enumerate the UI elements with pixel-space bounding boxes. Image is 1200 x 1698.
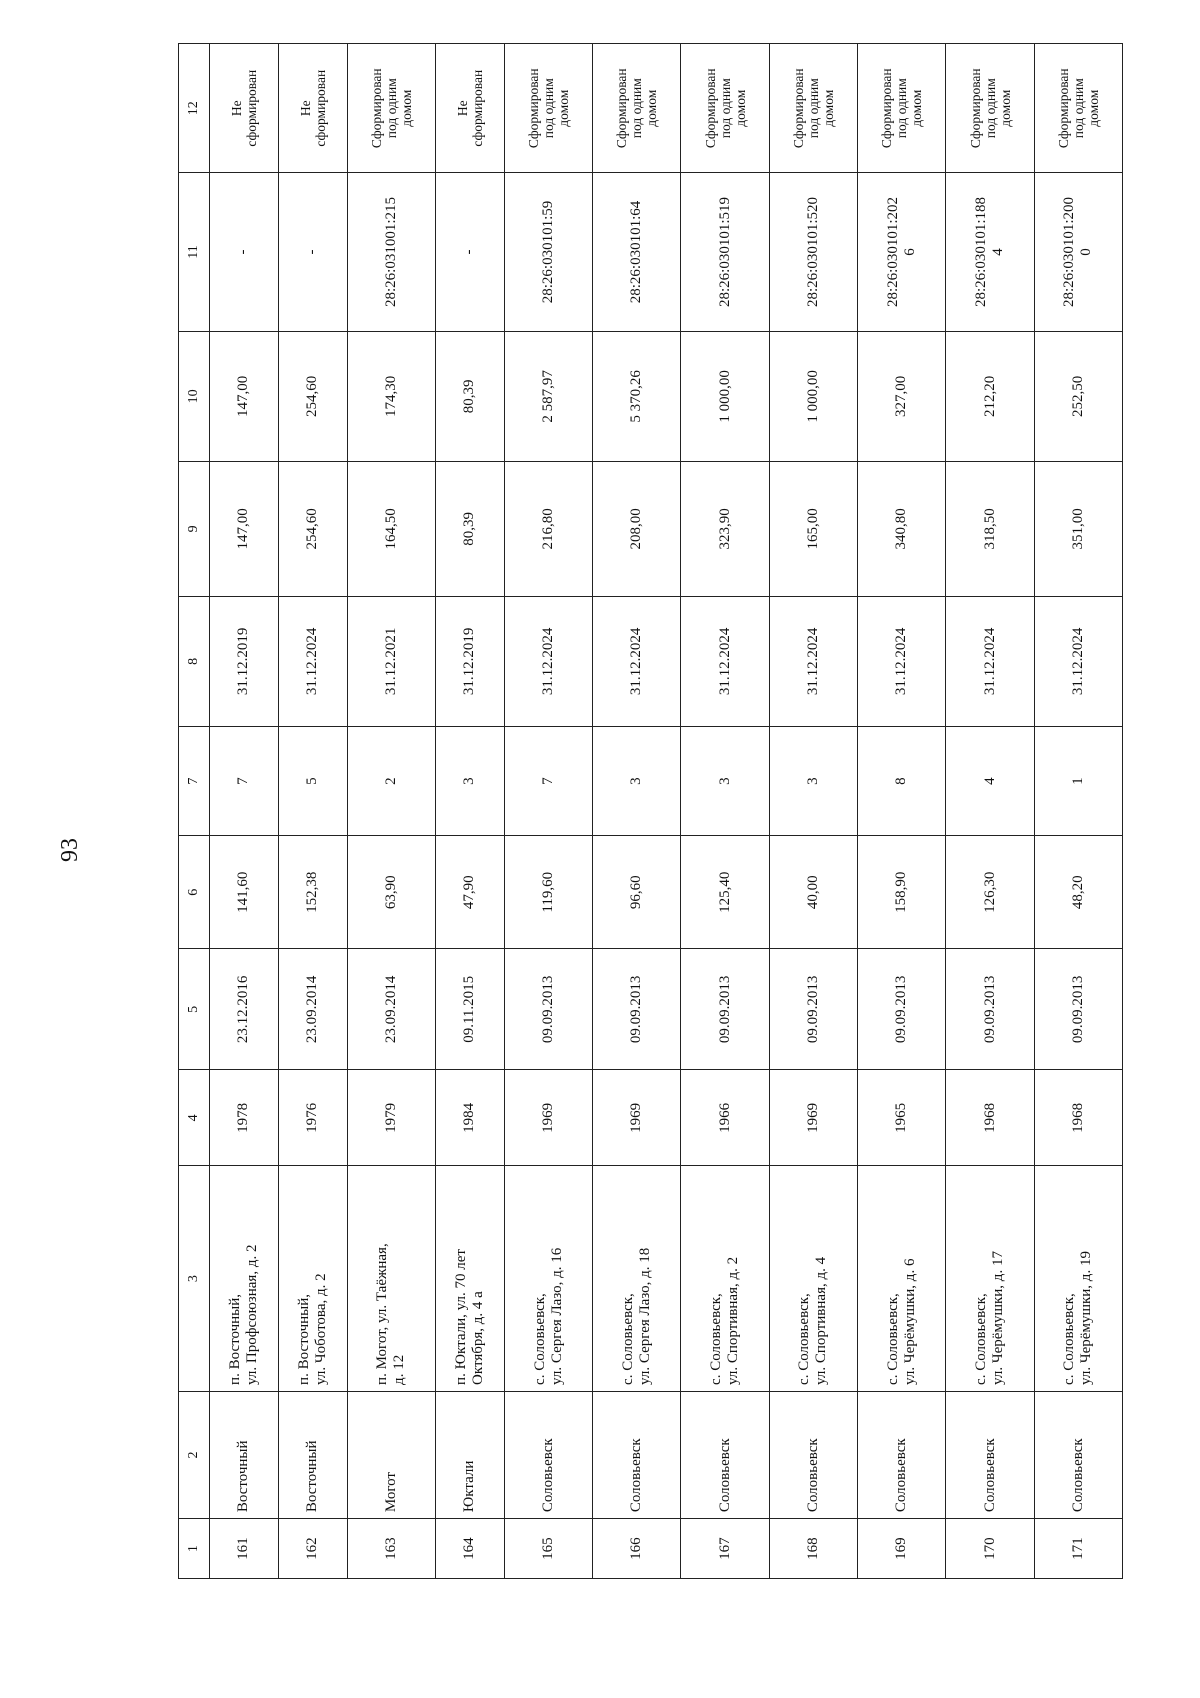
column-header: 4 [179,1070,210,1166]
cadastral-number-cell: 28:26:031001:215 [347,173,435,331]
build-year-cell: 1969 [504,1070,592,1166]
build-year-cell: 1969 [593,1070,681,1166]
date-cell: 23.09.2014 [278,949,347,1070]
row-number-cell: 170 [946,1519,1034,1579]
table-row [769,44,857,1579]
area-col9-cell: 164,50 [347,462,435,597]
residents-cell: 3 [436,727,505,836]
column-header: 9 [179,462,210,597]
residents-cell: 3 [769,727,857,836]
land-status-cell: Не сформирован [278,44,347,173]
area-col10-cell: 1 000,00 [769,331,857,461]
land-status-cell: Сформирован под одним домом [681,44,769,173]
area-col10-cell: 254,60 [278,331,347,461]
area-col10-cell: 212,20 [946,331,1034,461]
address-cell: п. Могот, ул. Таёжная, д. 12 [347,1166,435,1392]
table-row [278,44,347,1579]
area-col9-cell: 340,80 [858,462,946,597]
deadline-cell: 31.12.2024 [946,596,1034,726]
area-cell: 126,30 [946,836,1034,949]
area-cell: 47,90 [436,836,505,949]
row-number-cell: 161 [210,1519,279,1579]
deadline-cell: 31.12.2021 [347,596,435,726]
build-year-cell: 1978 [210,1070,279,1166]
locality-cell: Соловьевск [681,1391,769,1518]
cadastral-number-cell: 28:26:030101:520 [769,173,857,331]
column-header: 12 [179,44,210,173]
locality-cell: Соловьевск [504,1391,592,1518]
residents-cell: 5 [278,727,347,836]
row-number-cell: 167 [681,1519,769,1579]
locality-cell: Восточный [278,1391,347,1518]
area-col10-cell: 327,00 [858,331,946,461]
locality-cell: Могот [347,1391,435,1518]
row-number-cell: 171 [1034,1519,1122,1579]
area-col9-cell: 165,00 [769,462,857,597]
build-year-cell: 1965 [858,1070,946,1166]
residents-cell: 3 [593,727,681,836]
locality-cell: Соловьевск [946,1391,1034,1518]
cadastral-number-cell: - [278,173,347,331]
area-col9-cell: 351,00 [1034,462,1122,597]
column-header: 3 [179,1166,210,1392]
locality-cell: Восточный [210,1391,279,1518]
cadastral-number-cell: 28:26:030101:188 4 [946,173,1034,331]
table-row [681,44,769,1579]
residents-cell: 2 [347,727,435,836]
area-col10-cell: 252,50 [1034,331,1122,461]
table-row [347,44,435,1579]
area-cell: 141,60 [210,836,279,949]
date-cell: 23.12.2016 [210,949,279,1070]
table-row [593,44,681,1579]
column-header: 2 [179,1391,210,1518]
address-cell: п. Юктали, ул. 70 лет Октября, д. 4 а [436,1166,505,1392]
deadline-cell: 31.12.2024 [681,596,769,726]
column-header: 8 [179,596,210,726]
land-status-cell: Сформирован под одним домом [1034,44,1122,173]
cadastral-number-cell: 28:26:030101:59 [504,173,592,331]
deadline-cell: 31.12.2024 [278,596,347,726]
cadastral-number-cell: 28:26:030101:64 [593,173,681,331]
area-col9-cell: 318,50 [946,462,1034,597]
column-header: 7 [179,727,210,836]
deadline-cell: 31.12.2019 [436,596,505,726]
land-status-cell: Сформирован под одним домом [858,44,946,173]
date-cell: 09.09.2013 [681,949,769,1070]
table-row [1034,44,1122,1579]
column-header: 6 [179,836,210,949]
date-cell: 09.09.2013 [858,949,946,1070]
table-row [210,44,279,1579]
date-cell: 09.11.2015 [436,949,505,1070]
date-cell: 09.09.2013 [1034,949,1122,1070]
build-year-cell: 1966 [681,1070,769,1166]
locality-cell: Юктали [436,1391,505,1518]
land-status-cell: Сформирован под одним домом [769,44,857,173]
column-header: 11 [179,173,210,331]
locality-cell: Соловьевск [593,1391,681,1518]
residents-cell: 8 [858,727,946,836]
residents-cell: 7 [504,727,592,836]
area-col10-cell: 174,30 [347,331,435,461]
land-status-cell: Не сформирован [210,44,279,173]
residents-cell: 1 [1034,727,1122,836]
table-row [504,44,592,1579]
table-row [946,44,1034,1579]
date-cell: 09.09.2013 [946,949,1034,1070]
residents-cell: 3 [681,727,769,836]
address-cell: с. Соловьевск, ул. Сергея Лазо, д. 18 [593,1166,681,1392]
locality-cell: Соловьевск [769,1391,857,1518]
cadastral-number-cell: - [210,173,279,331]
cadastral-number-cell: 28:26:030101:200 0 [1034,173,1122,331]
area-col10-cell: 2 587,97 [504,331,592,461]
address-cell: п. Восточный, ул. Чоботова, д. 2 [278,1166,347,1392]
build-year-cell: 1968 [1034,1070,1122,1166]
table-row [858,44,946,1579]
land-status-cell: Сформирован под одним домом [946,44,1034,173]
row-number-cell: 163 [347,1519,435,1579]
header-row [179,44,210,1579]
land-status-cell: Сформирован под одним домом [593,44,681,173]
area-col10-cell: 1 000,00 [681,331,769,461]
row-number-cell: 168 [769,1519,857,1579]
deadline-cell: 31.12.2024 [858,596,946,726]
residents-cell: 4 [946,727,1034,836]
cadastral-number-cell: 28:26:030101:202 6 [858,173,946,331]
column-header: 10 [179,331,210,461]
address-cell: с. Соловьевск, ул. Черёмушки, д. 6 [858,1166,946,1392]
date-cell: 23.09.2014 [347,949,435,1070]
address-cell: п. Восточный, ул. Профсоюзная, д. 2 [210,1166,279,1392]
deadline-cell: 31.12.2024 [504,596,592,726]
area-col9-cell: 254,60 [278,462,347,597]
housing-table [178,43,1123,1579]
deadline-cell: 31.12.2024 [593,596,681,726]
column-header: 5 [179,949,210,1070]
build-year-cell: 1984 [436,1070,505,1166]
deadline-cell: 31.12.2019 [210,596,279,726]
land-status-cell: Не сформирован [436,44,505,173]
column-header: 1 [179,1519,210,1579]
table-body [210,44,1123,1579]
locality-cell: Соловьевск [1034,1391,1122,1518]
area-cell: 119,60 [504,836,592,949]
area-cell: 48,20 [1034,836,1122,949]
row-number-cell: 169 [858,1519,946,1579]
area-cell: 158,90 [858,836,946,949]
build-year-cell: 1968 [946,1070,1034,1166]
address-cell: с. Соловьевск, ул. Черёмушки, д. 19 [1034,1166,1122,1392]
deadline-cell: 31.12.2024 [1034,596,1122,726]
locality-cell: Соловьевск [858,1391,946,1518]
row-number-cell: 165 [504,1519,592,1579]
page-number: 93 [57,838,83,862]
table-row [436,44,505,1579]
cadastral-number-cell: 28:26:030101:519 [681,173,769,331]
area-col10-cell: 80,39 [436,331,505,461]
land-status-cell: Сформирован под одним домом [347,44,435,173]
area-cell: 96,60 [593,836,681,949]
table-area [178,43,1123,1579]
area-col10-cell: 147,00 [210,331,279,461]
address-cell: с. Соловьевск, ул. Сергея Лазо, д. 16 [504,1166,592,1392]
residents-cell: 7 [210,727,279,836]
area-cell: 152,38 [278,836,347,949]
area-col10-cell: 5 370,26 [593,331,681,461]
area-cell: 63,90 [347,836,435,949]
area-col9-cell: 216,80 [504,462,592,597]
build-year-cell: 1979 [347,1070,435,1166]
area-cell: 40,00 [769,836,857,949]
date-cell: 09.09.2013 [504,949,592,1070]
area-col9-cell: 323,90 [681,462,769,597]
area-cell: 125,40 [681,836,769,949]
address-cell: с. Соловьевск, ул. Спортивная, д. 2 [681,1166,769,1392]
address-cell: с. Соловьевск, ул. Спортивная, д. 4 [769,1166,857,1392]
address-cell: с. Соловьевск, ул. Черёмушки, д. 17 [946,1166,1034,1392]
deadline-cell: 31.12.2024 [769,596,857,726]
area-col9-cell: 208,00 [593,462,681,597]
date-cell: 09.09.2013 [769,949,857,1070]
area-col9-cell: 80,39 [436,462,505,597]
row-number-cell: 164 [436,1519,505,1579]
build-year-cell: 1969 [769,1070,857,1166]
cadastral-number-cell: - [436,173,505,331]
row-number-cell: 162 [278,1519,347,1579]
row-number-cell: 166 [593,1519,681,1579]
land-status-cell: Сформирован под одним домом [504,44,592,173]
area-col9-cell: 147,00 [210,462,279,597]
date-cell: 09.09.2013 [593,949,681,1070]
build-year-cell: 1976 [278,1070,347,1166]
